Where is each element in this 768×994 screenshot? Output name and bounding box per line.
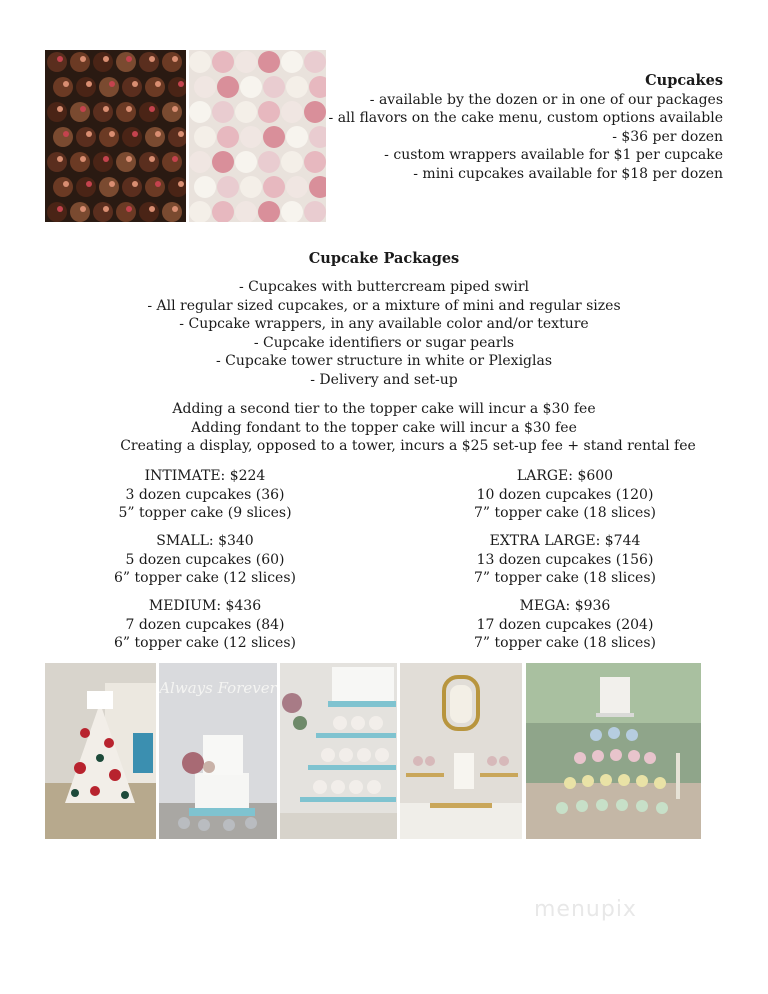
tier-topper: 7” topper cake (18 slices) <box>474 570 656 586</box>
tier-name: MEGA: $936 <box>519 598 611 614</box>
tier-cupcakes: 3 dozen cupcakes (36) <box>125 486 285 503</box>
cupcakes-line: - available by the dozen or in one of our packages <box>369 91 723 108</box>
tiers-left-column <box>55 467 355 662</box>
always-forever-cake-photo <box>159 663 277 839</box>
pastel-tower-photo <box>526 663 701 839</box>
feature-line: - Cupcake tower structure in white or Plexiglas <box>215 353 553 369</box>
tier-extra-large <box>415 532 715 588</box>
tier-name: LARGE: $600 <box>516 468 614 484</box>
tier-cupcakes: 5 dozen cupcakes (60) <box>125 551 285 568</box>
package-fees <box>0 400 768 456</box>
display-table-photo <box>400 663 522 839</box>
tiers-right-column <box>415 467 715 662</box>
fee-line: Adding fondant to the topper cake will incur a $30 fee <box>191 419 577 436</box>
feature-line: - Cupcake wrappers, in any available color and/or texture <box>179 316 589 332</box>
watermark-logo: menupix <box>534 897 637 922</box>
tier-large <box>415 467 715 523</box>
feature-line: - All regular sized cupcakes, or a mixture of mini and regular sizes <box>147 297 621 314</box>
tier-mega <box>415 597 715 653</box>
tier-cupcakes: 10 dozen cupcakes (120) <box>476 486 654 503</box>
tier-cupcakes: 13 dozen cupcakes (156) <box>476 551 654 568</box>
tier-cupcakes: 7 dozen cupcakes (84) <box>125 616 285 633</box>
fee-line: Adding a second tier to the topper cake will incur a $30 fee <box>172 401 596 417</box>
cupcakes-title: Cupcakes <box>645 72 723 89</box>
tier-medium <box>55 597 355 653</box>
tier-topper: 7” topper cake (18 slices) <box>474 505 656 521</box>
cupcakes-line: - mini cupcakes available for $18 per dozen <box>413 165 723 182</box>
feature-line: - Cupcakes with buttercream piped swirl <box>238 279 530 295</box>
cupcakes-line: - all flavors on the cake menu, custom options available <box>328 110 723 126</box>
floral-cupcakes-photo <box>189 50 326 222</box>
feature-line: - Cupcake identifiers or sugar pearls <box>253 334 515 351</box>
tier-name: SMALL: $340 <box>156 533 254 549</box>
blue-tower-photo <box>280 663 397 839</box>
feature-line: - Delivery and set-up <box>310 371 458 388</box>
tier-topper: 7” topper cake (18 slices) <box>474 635 656 651</box>
cake-topper-text: Always Forever <box>159 679 277 697</box>
tier-topper: 6” topper cake (12 slices) <box>114 570 296 586</box>
cupcakes-line: - $36 per dozen <box>612 128 723 145</box>
tier-name: MEDIUM: $436 <box>148 598 262 614</box>
tier-topper: 6” topper cake (12 slices) <box>114 635 296 651</box>
package-features <box>0 278 768 389</box>
tier-name: INTIMATE: $224 <box>144 468 266 484</box>
cupcake-tower-red-photo <box>45 663 156 839</box>
tier-cupcakes: 17 dozen cupcakes (204) <box>476 616 654 633</box>
cupcakes-info <box>329 72 723 183</box>
tier-small <box>55 532 355 588</box>
fee-line: Creating a display, opposed to a tower, incurs a $25 set-up fee + stand rental fee <box>120 438 696 454</box>
cupcakes-line: - custom wrappers available for $1 per cupcake <box>384 147 723 163</box>
tier-topper: 5” topper cake (9 slices) <box>118 505 292 521</box>
chocolate-cupcakes-photo <box>45 50 186 222</box>
packages-title: Cupcake Packages <box>308 250 460 267</box>
tier-name: EXTRA LARGE: $744 <box>489 533 641 549</box>
tier-intimate <box>55 467 355 523</box>
